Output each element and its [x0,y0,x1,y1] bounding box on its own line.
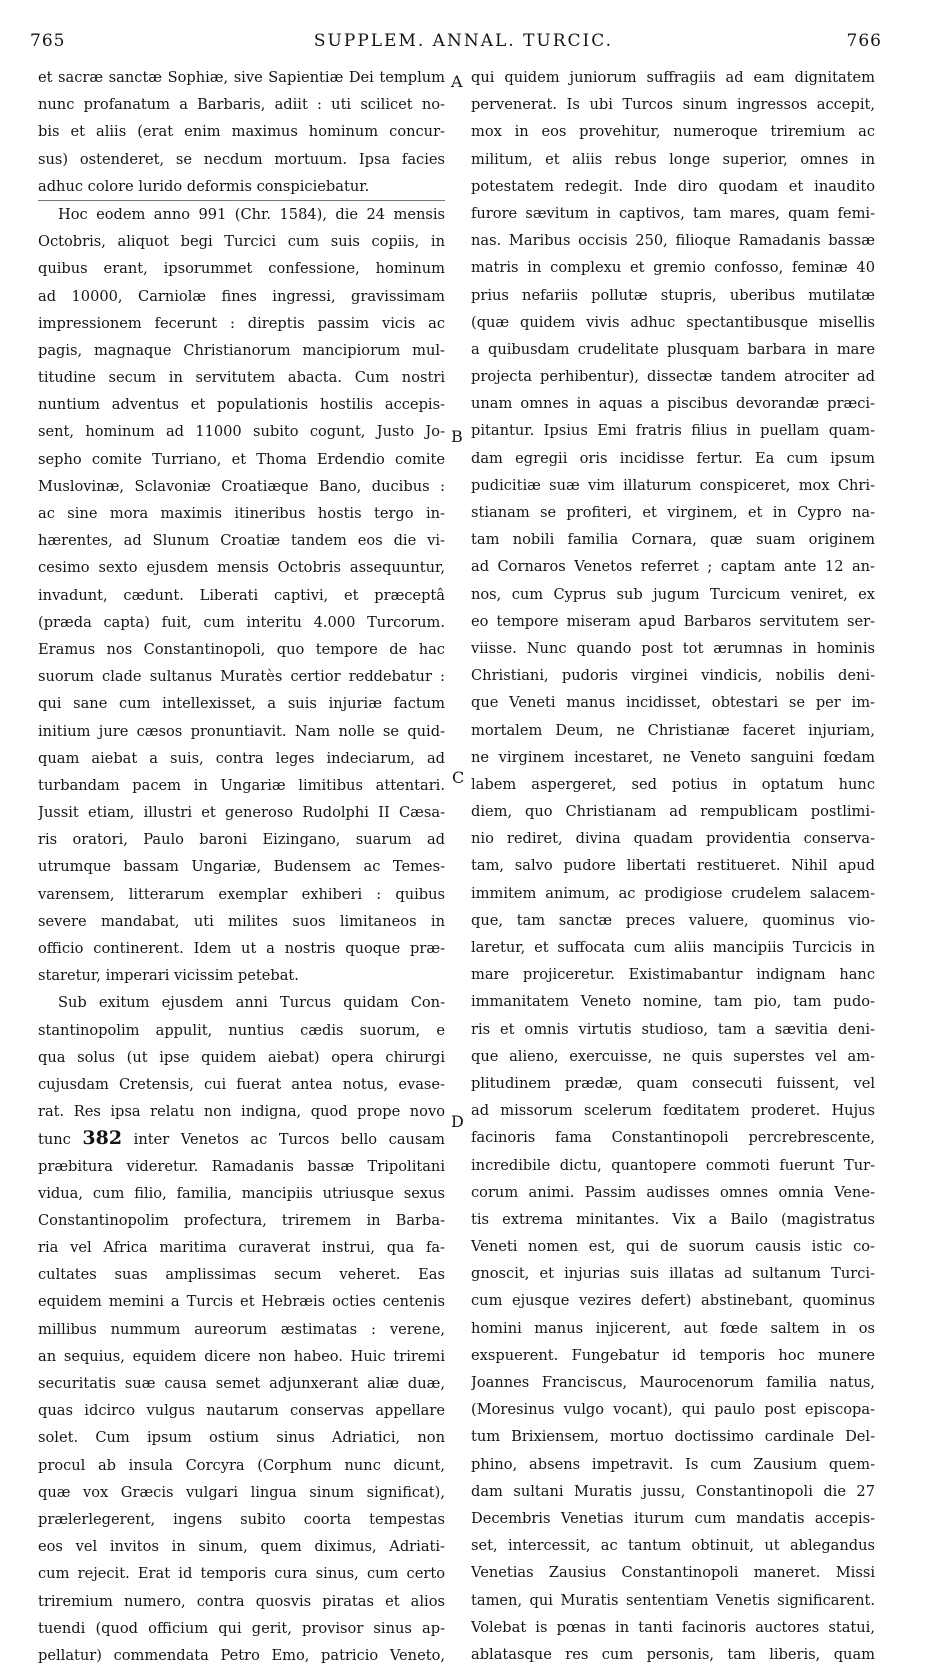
text-line: Christiani, pudoris virginei vindicis, nobilis deni- [471,667,875,685]
text-line: ris oratori, Paulo baroni Eizingano, suarum ad [38,831,445,849]
running-title: SUPPLEM. ANNAL. TURCIC. [313,31,614,51]
text-line: mortalem Deum, ne Christianæ faceret injuriam, [471,721,875,739]
text-line: plitudinem prædæ, quam consecuti fuissent, vel [471,1074,875,1092]
text-line: Decembris Venetias iturum cum mandatis accepis- [471,1509,875,1527]
text-line: dam egregii oris incidisse fertur. Ea cum ipsum [471,449,875,467]
text-line: que alieno, exercuisse, ne quis superstes vel am- [471,1047,875,1065]
text-line: que Veneti manus incidisset, obtestari se per im- [471,694,875,712]
text-line: projecta perhibentur), dissectæ tandem atrociter ad [471,368,875,386]
text-line: nas. Maribus occisis 250, filioque Ramadanis bassæ [471,232,875,250]
text-line: nos, cum Cyprus sub jugum Turcicum veniret, ex [471,585,875,603]
text-line: Sub exitum ejusdem anni Turcus quidam Con- [58,994,445,1012]
text-line: ablatasque res cum personis, tam liberis, quam [471,1645,875,1663]
text-line: cum ejusque vezires defert) abstinebant, quominus [471,1292,875,1310]
text-line: furore sævitum in captivos, tam mares, quam femi- [471,204,875,222]
text-line: nuntium adventus et populationis hostilis accepis- [38,396,445,414]
text-line: pagis, magnaque Christianorum mancipiorum mul- [38,341,445,359]
text-line: tum Brixiensem, mortuo doctissimo cardinale Del- [471,1428,875,1446]
text-line: cesimo sexto ejusdem mensis Octobris assequuntur, [38,559,445,577]
margin-letter-c: C [452,768,465,787]
text-line: severe mandabat, uti milites suos limitaneos in [38,912,445,930]
text-line: viisse. Nunc quando post tot ærumnas in hominis [471,639,875,657]
text-line: diem, quo Christianam ad rempublicam postlimi- [471,803,875,821]
text-line: rat. Res ipsa relatu non indigna, quod prope novo [38,1103,445,1121]
text-line: vidua, cum filio, familia, mancipiis utriusque sexus [38,1184,445,1202]
text-line: cultates suas amplissimas secum veheret. Eas [38,1266,445,1284]
text-line: sent, hominum ad 11000 subito cogunt, Justo Jo- [38,423,445,441]
text-line: pitantur. Ipsius Emi fratris filius in puellam quam- [471,422,875,440]
text-line: incredibile dictu, quantopere commoti fuerunt Tur- [471,1156,875,1174]
text-line: Venetias Zausius Constantinopoli maneret. Missi [471,1564,875,1582]
text-line: quas idcirco vulgus nautarum conservas appellare [38,1402,445,1420]
text-line: Muslovinæ, Sclavoniæ Croatiæque Bano, ducibus : [38,477,445,495]
text-line: invadunt, cædunt. Liberati captivi, et præceptâ [38,586,445,604]
text-line: qui sane cum intellexisset, a suis injuriæ factum [38,695,445,713]
text-line: turbandam pacem in Ungariæ limitibus attentari. [38,776,445,794]
inline-page-number: 382 [82,1127,123,1150]
text-line: millibus nummum aureorum æstimatas : verene, [38,1320,445,1338]
text-line: ac sine mora maximis itineribus hostis tergo in- [38,505,445,522]
text-line: Eramus nos Constantinopoli, quo tempore de hac [38,640,445,658]
text-line: initium jure cæsos pronuntiavit. Nam nolle se quid- [38,722,445,740]
text-line: pudicitiæ suæ vim illaturum conspiceret, mox Chri- [471,476,875,494]
text-line: Octobris, aliquot begi Turcici cum suis copiis, in [38,233,445,251]
text-line: a quibusdam crudelitate plusquam barbara in mare [471,340,875,358]
text-line: an sequius, equidem dicere non habeo. Huic triremi [38,1347,445,1365]
text-line: quibus erant, ipsorummet confessione, hominum [38,260,445,278]
text-line: quam aiebat a suis, contra leges indeciarum, ad [38,749,445,767]
text-line: triremium numero, contra quosvis piratas et alios [38,1592,445,1610]
text-line: tam, salvo pudore libertati restitueret. Nihil apud [471,857,875,875]
text-line: cujusdam Cretensis, cui fuerat antea notus, evase- [38,1075,445,1093]
text-line: hærentes, ad Slunum Croatiæ tandem eos die vi- [38,532,445,550]
text-line: homini manus injicerent, aut fœde saltem in os [471,1319,875,1337]
text-line: ad missorum scelerum fœditatem proderet. Hujus [471,1102,875,1120]
text-line: immitem animum, ac prodigiose crudelem salacem- [471,884,875,902]
text-line: tam nobili familia Cornara, quæ suam originem [471,531,875,549]
text-line: laretur, et suffocata cum aliis mancipiis Turcicis in [471,939,875,956]
text-line: tamen, qui Muratis sententiam Venetis significarent. [471,1591,875,1609]
text-line: pervenerat. Is ubi Turcos sinum ingressos accepit, [471,96,875,114]
text-line: procul ab insula Corcyra (Corphum nunc dicunt, [38,1456,445,1474]
text-line: Jussit etiam, illustri et generoso Rudolphi II Cæsa- [38,804,445,822]
text-line: Constantinopolim profectura, triremem in Barba- [38,1211,445,1229]
left-text-column [38,64,445,1669]
text-line: set, intercessit, ac tantum obtinuit, ut ablegandus [471,1537,875,1555]
margin-letter-b: B [451,427,463,446]
left-page-number: 765 [30,31,66,51]
text-line: officio continerent. Idem ut a nostris quoque præ- [38,940,445,957]
text-line: potestatem redegit. Inde diro quodam et inaudito [471,177,875,195]
text-line: mare projiceretur. Existimabantur indignam hanc [471,966,875,984]
text-line: varensem, litterarum exemplar exhiberi : quibus [38,885,445,903]
text-line: stianam se profiteri, et virginem, et in Cypro na- [471,504,875,521]
text-line: qui quidem juniorum suffragiis ad eam dignitatem [471,69,875,86]
text-line: (quæ quidem vivis adhuc spectantibusque misellis [471,313,875,331]
text-line: eos vel invitos in sinum, quem diximus, Adriati- [38,1538,445,1556]
text-line: tunc 382 inter Venetos ac Turcos bello causam [38,1127,445,1150]
text-line: præbitura videretur. Ramadanis bassæ Tripolitani [38,1157,445,1175]
text-line: cum rejecit. Erat id temporis cura sinus, cum certo [38,1565,445,1583]
text-line: nio rediret, divina quadam providentia conserva- [471,830,875,848]
text-line: phino, absens impetravit. Is cum Zausium quem- [471,1455,875,1473]
text-line: ris et omnis virtutis studioso, tam a sævitia deni- [471,1020,875,1038]
right-page-number: 766 [846,31,882,51]
text-line: qua solus (ut ipse quidem aiebat) opera chirurgi [38,1048,445,1066]
text-line: Veneti nomen est, qui de suorum causis istic co- [471,1238,875,1256]
text-line: bis et aliis (erat enim maximus hominum concur- [38,123,445,141]
text-line: impressionem fecerunt : direptis passim vicis ac [38,314,445,332]
text-line: labem aspergeret, sed potius in optatum hunc [471,775,875,793]
text-line: utrumque bassam Ungariæ, Budensem ac Temes- [38,858,445,876]
text-line: unam omnes in aquas a piscibus devorandæ præci- [471,395,875,413]
margin-letter-a: A [451,72,463,91]
text-line: Volebat is pœnas in tanti facinoris auctores statui, [471,1618,875,1636]
text-line: gnoscit, et injurias suis illatas ad sultanum Turci- [471,1265,875,1283]
text-line: nunc profanatum a Barbaris, adiit : uti scilicet no- [38,96,445,114]
text-line: tis extrema minitantes. Vix a Bailo (magistratus [471,1210,875,1228]
text-line: securitatis suæ causa semet adjunxerant aliæ duæ, [38,1375,445,1392]
text-line: immanitatem Veneto nomine, tam pio, tam pudo- [471,993,875,1011]
text-line: sepho comite Turriano, et Thoma Erdendio comite [38,450,445,468]
text-line: Hoc eodem anno 991 (Chr. 1584), die 24 mensis [58,205,445,223]
text-line: militum, et aliis rebus longe superior, omnes in [471,150,875,168]
text-line: corum animi. Passim audisses omnes omnia Vene- [471,1183,875,1201]
text-line: staretur, imperari vicissim petebat. [38,967,299,985]
text-line: eo tempore miseram apud Barbaros servitutem ser- [471,612,875,630]
text-line: prius nefariis pollutæ stupris, uberibus mutilatæ [471,286,875,304]
text-line: Joannes Franciscus, Maurocenorum familia natus, [471,1374,875,1391]
text-line: que, tam sanctæ preces valuere, quominus vio- [471,911,875,929]
text-line: sus) ostenderet, se necdum mortuum. Ipsa facies [38,150,445,168]
text-line: stantinopolim appulit, nuntius cædis suorum, e [38,1021,445,1039]
text-line: equidem memini a Turcis et Hebræis octies centenis [38,1293,445,1311]
text-line: pellatur) commendata Petro Emo, patricio Veneto, [38,1646,445,1664]
text-line: matris in complexu et gremio confosso, feminæ 40 [471,259,875,277]
text-line: solet. Cum ipsum ostium sinus Adriatici, non [38,1429,445,1447]
text-line: facinoris fama Constantinopoli percrebrescente, [471,1129,875,1147]
right-text-column [471,64,875,1668]
text-line: (Moresinus vulgo vocant), qui paulo post episcopa- [471,1401,875,1419]
text-line: tuendi (quod officium qui gerit, provisor sinus ap- [38,1619,445,1637]
text-line: ad Cornaros Venetos referret ; captam ante 12 an- [471,558,875,576]
text-line: adhuc colore lurido deformis conspiciebatur. [38,173,445,201]
text-line: et sacræ sanctæ Sophiæ, sive Sapientiæ Dei templum [38,69,445,86]
text-line: prælerlegerent, ingens subito coorta tempestas [38,1510,445,1528]
text-line: dam sultani Muratis jussu, Constantinopoli die 27 [471,1482,875,1500]
margin-letter-d: D [451,1112,464,1131]
text-line: ria vel Africa maritima curaverat instrui, qua fa- [38,1239,445,1257]
text-line: ad 10000, Carniolæ fines ingressi, gravissimam [38,287,445,305]
text-line: quæ vox Græcis vulgari lingua sinum significat), [38,1483,445,1501]
text-line: (præda capta) fuit, cum interitu 4.000 Turcorum. [38,613,445,631]
text-line: titudine secum in servitutem abacta. Cum nostri [38,369,445,387]
text-line: exspuerent. Fungebatur id temporis hoc munere [471,1346,875,1364]
text-line: ne virginem incestaret, ne Veneto sanguini fœdam [471,748,875,766]
text-line: mox in eos provehitur, numeroque triremium ac [471,123,875,141]
text-line: suorum clade sultanus Muratès certior reddebatur : [38,668,445,686]
